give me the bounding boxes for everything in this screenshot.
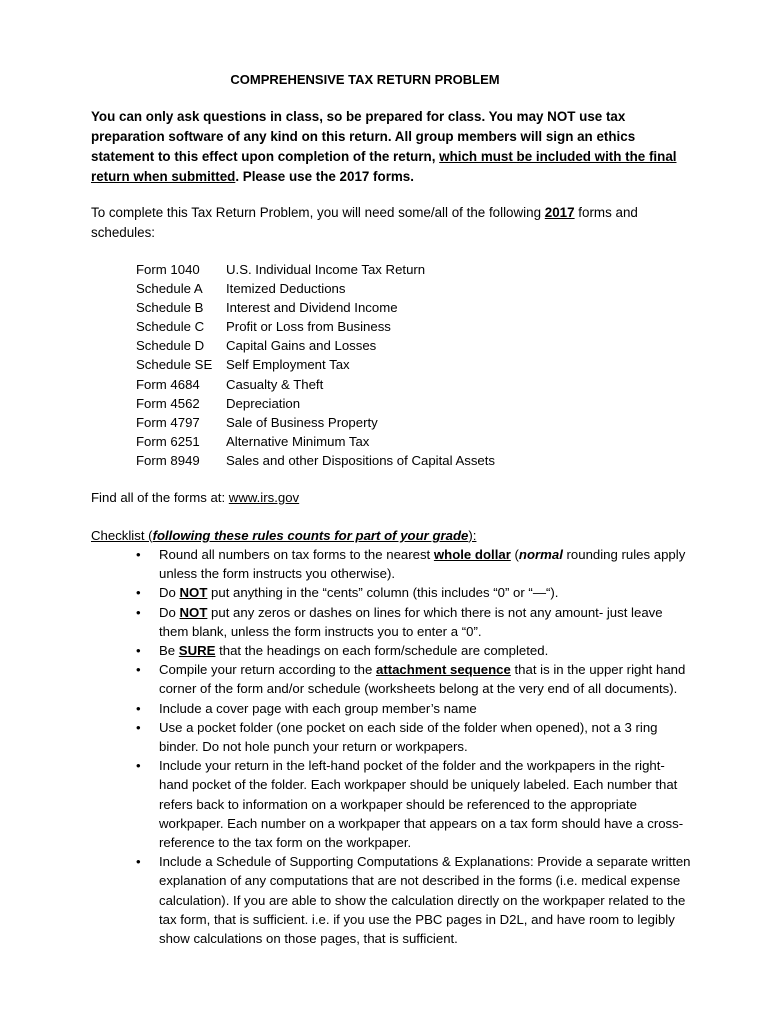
irs-link[interactable]: www.irs.gov bbox=[228, 490, 300, 505]
form-row bbox=[136, 432, 616, 451]
item-text: that the headings on each form/schedule are completed. bbox=[215, 643, 549, 659]
forms-needed-paragraph bbox=[91, 203, 691, 243]
find-label: Find all of the forms at: bbox=[91, 490, 229, 505]
item-text: Do bbox=[159, 604, 180, 620]
list-item bbox=[91, 603, 691, 641]
item-text: Round all numbers on tax forms to the nearest bbox=[159, 547, 434, 562]
form-description: U.S. Individual Income Tax Return bbox=[226, 262, 426, 277]
item-text: Include your return in the left-hand pocket of the folder and the workpapers in the right-hand pocket of the folder. Each workpaper should be uniquely labeled. Each number that refers back to information on a workpaper should be referenced to the appropriate workpaper. Each number on a workpaper that appears on a tax form should have a cross-reference to the tax form on the workpaper. bbox=[159, 758, 684, 851]
form-row bbox=[136, 336, 616, 355]
bullet-icon: • bbox=[136, 854, 141, 870]
form-description: Self Employment Tax bbox=[226, 357, 350, 373]
list-item bbox=[91, 545, 691, 583]
form-code: Schedule B bbox=[136, 300, 204, 316]
list-item bbox=[91, 660, 691, 698]
intro-paragraph bbox=[91, 107, 691, 187]
form-code: Form 1040 bbox=[136, 262, 200, 277]
find-forms-line bbox=[91, 488, 691, 507]
item-text: Include a cover page with each group member’s name bbox=[159, 700, 477, 716]
form-row bbox=[136, 279, 616, 298]
item-text: that is in the upper right hand corner of the form and/or schedule (worksheets belong at the very end of all documents). bbox=[159, 662, 686, 697]
form-code: Form 4797 bbox=[136, 414, 200, 430]
checklist-end: ): bbox=[468, 528, 477, 543]
item-text: Be bbox=[159, 643, 179, 659]
bullet-icon: • bbox=[136, 662, 141, 678]
bullet-icon: • bbox=[136, 547, 141, 562]
list-item bbox=[91, 699, 691, 718]
item-text: Do bbox=[159, 585, 180, 601]
form-code: Form 8949 bbox=[136, 452, 200, 468]
bullet-icon: • bbox=[136, 700, 141, 716]
form-row bbox=[136, 317, 616, 336]
item-text: Include a Schedule of Supporting Computations & Explanations: Provide a separate written explanation of any computations that are not described in the forms (i.e. medical expense calculation). If you are able to show the calculation directly on the workpaper related to the tax form, that is sufficient. i.e. if you use the PBC pages in D2L, and have room to legibly show calculations on those pages, that is sufficient. bbox=[159, 854, 691, 947]
list-item bbox=[91, 583, 691, 602]
intro-text-1: You can only ask questions in class, so be prepared for class. You may NOT use tax preparation software of any kind on this return. All group members will sign an ethics statement to this effect upon completion of the return, bbox=[91, 109, 636, 164]
form-row bbox=[136, 413, 616, 432]
bullet-icon: • bbox=[136, 758, 141, 774]
form-code: Schedule C bbox=[136, 319, 205, 335]
checklist-emphasis: following these rules counts for part of your grade bbox=[152, 528, 469, 543]
bullet-icon: • bbox=[136, 604, 141, 620]
list-item bbox=[91, 718, 691, 756]
intro-underlined-text: which must be included with the final return when submitted bbox=[91, 149, 677, 184]
form-description: Profit or Loss from Business bbox=[226, 319, 391, 335]
form-description: Depreciation bbox=[226, 395, 301, 411]
title-text: COMPREHENSIVE TAX RETURN PROBLEM bbox=[230, 72, 500, 87]
item-text: ( bbox=[510, 547, 519, 562]
need-text-1: To complete this Tax Return Problem, you will need some/all of the following bbox=[91, 205, 545, 220]
form-code: Form 4562 bbox=[136, 395, 200, 411]
intro-text-2: . Please use the 2017 forms. bbox=[235, 169, 414, 184]
form-description: Sale of Business Property bbox=[226, 414, 378, 430]
checklist-label: Checklist ( bbox=[91, 528, 153, 543]
form-code: Form 4684 bbox=[136, 376, 200, 392]
item-emphasis: NOT bbox=[179, 585, 208, 601]
form-code: Schedule A bbox=[136, 281, 203, 297]
checklist-heading bbox=[91, 526, 691, 545]
list-item bbox=[91, 641, 691, 660]
form-description: Sales and other Dispositions of Capital Assets bbox=[226, 452, 496, 468]
form-description: Itemized Deductions bbox=[226, 281, 346, 297]
form-description: Casualty & Theft bbox=[226, 376, 324, 392]
document-title bbox=[0, 70, 770, 89]
item-emphasis: attachment sequence bbox=[375, 662, 511, 678]
list-item bbox=[91, 756, 691, 852]
item-emphasis: normal bbox=[518, 547, 563, 562]
item-emphasis: whole dollar bbox=[433, 547, 511, 562]
form-description: Alternative Minimum Tax bbox=[226, 433, 370, 449]
form-code: Schedule SE bbox=[136, 357, 213, 373]
list-item bbox=[91, 852, 691, 948]
item-text: Compile your return according to the bbox=[159, 662, 376, 678]
forms-list bbox=[136, 260, 616, 470]
form-code: Form 6251 bbox=[136, 433, 200, 449]
bullet-icon: • bbox=[136, 585, 141, 601]
bullet-icon: • bbox=[136, 719, 141, 735]
form-row bbox=[136, 375, 616, 394]
need-year: 2017 bbox=[544, 205, 575, 220]
item-emphasis: SURE bbox=[178, 643, 216, 659]
bullet-icon: • bbox=[136, 643, 141, 659]
form-row bbox=[136, 394, 616, 413]
form-row bbox=[136, 355, 616, 374]
need-text-2: forms and schedules: bbox=[91, 205, 638, 240]
item-text: Use a pocket folder (one pocket on each side of the folder when opened), not a 3 ring binder. Do not hole punch your return or workpapers. bbox=[159, 719, 658, 755]
item-emphasis: NOT bbox=[179, 604, 208, 620]
item-text: rounding rules apply unless the form instructs you otherwise). bbox=[159, 547, 686, 582]
item-text: put anything in the “cents” column (this includes “0” or “—“). bbox=[207, 585, 559, 601]
form-code: Schedule D bbox=[136, 338, 205, 354]
form-description: Interest and Dividend Income bbox=[226, 300, 398, 316]
form-row bbox=[136, 298, 616, 317]
checklist-items bbox=[91, 545, 691, 948]
item-text: put any zeros or dashes on lines for which there is not any amount- just leave them blank, unless the form instructs you to enter a “0”. bbox=[159, 604, 663, 639]
form-row bbox=[136, 260, 616, 279]
form-description: Capital Gains and Losses bbox=[226, 338, 377, 354]
form-row bbox=[136, 451, 616, 470]
